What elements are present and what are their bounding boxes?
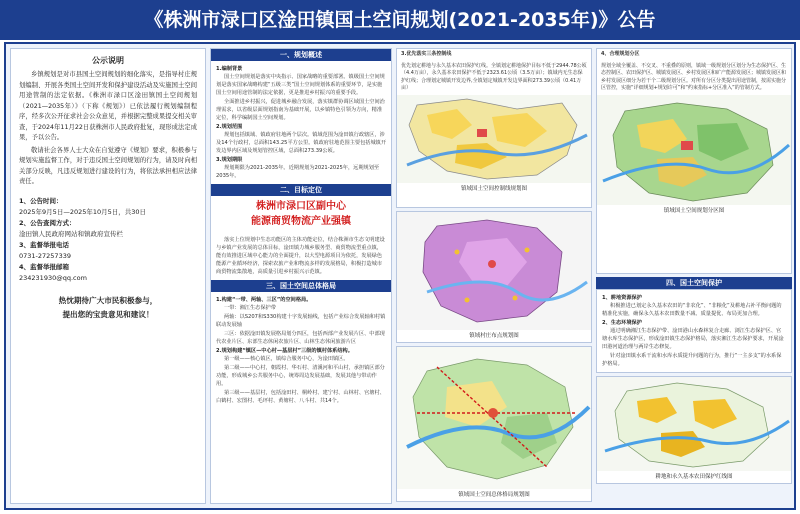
report-phone-label: 3、监督举报电话 <box>19 240 70 249</box>
report-phone-value: 0731-27257339 <box>19 251 71 260</box>
section-goal-heading: 二、目标定位 <box>211 184 391 196</box>
notice-info <box>19 196 197 284</box>
background-paragraph-1: 国土空间规划是落实中央指示、国家战略的重要部署。镇级国土空间规划是落实国家战略构建“五级三类”国土空间规划体系的重要环节，是实施国土空间用途管制的法定依据，更是推进乡村振兴的重要手段。 <box>216 74 385 96</box>
background-paragraph-2: 全面推进乡村振兴，促进城乡融合发展，落实镇群协调区域国土空间治理需求，以省级层面规划指南为基础开展，以乡镇特色引领为方向，精准定位，科学编制国土空间规划。 <box>216 99 385 121</box>
control-line-heading: 3.优先落实三条控制线 <box>401 51 452 57</box>
zoning-protection-panel <box>596 48 792 504</box>
tier-item: 第三级——基层村，包括淦田村、桐岭村、建宁村、山林村、官塘村、白鹤村、宏图村、毛坪村、黄塘村、八斗村、共14个。 <box>216 390 385 404</box>
control-line-map-box <box>396 48 592 208</box>
pattern-item: 三区：依据淦田镇发展格局划分四区，包括西部产业发展片区、中部现代农业片区、东部生态休闲农旅片区、山林生态休闲旅游片区 <box>216 331 385 345</box>
report-email-label: 4、监督举报邮箱 <box>19 262 70 271</box>
farmland-paragraph: 积极推进已划定永久基本农田的“非农化”、“非粮化”及耕地占补平衡问题的精准化实施，确保永久基本农田数量不减、质量提优、布局更加合理。 <box>602 303 782 317</box>
goal-paragraph: 落实上位规划中生态功能区的主体功能定位，结合株洲市生态文明建设与乡镇产业发展的总体目标，淦田镇力城乡服务型、商贸物流型重点镇，能有效推进区域中心能力的全面提升，以大型电源项目为依托，发展绿色能源产业循环经济，探索农旅产业和物流多样的发展格局，积极打造城市商贸物流集散地，高质量引进乡村振兴示范镇。 <box>216 237 385 275</box>
zoning-desc: 规划全域全覆盖、不交叉、不重叠的原则，镇域一级规划分区划分为生态保护区、生态控制区、农田保护区、城镇发展区、乡村发展区和矿产能源发展区；城镇发展区和乡村发展区细分为若干个二级规划分区。对所有分区分类提出用途管制，按需实施分区管控，实施“详细规划+规划许可”和“约束指标+分区准入”的管制方式。 <box>601 62 787 91</box>
section-protection-body <box>596 289 792 373</box>
pattern-subheading-1: 1.构建“一带、两轴、三区”的空间格局。 <box>216 297 312 303</box>
scope-heading: 2.规划范围 <box>216 124 243 130</box>
farmland-heading: 1、耕地资源保护 <box>602 295 642 301</box>
slogan-line-1: 株洲市渌口区副中心 <box>256 201 346 212</box>
section-pattern-heading: 三、国土空间总体格局 <box>211 280 391 292</box>
ecology-paragraph-1: 通过明确湘江生态保护带、淦田港山水森林复合走廊、浏江生态保护区、官塘水库生态保护区，形成淦田镇生态保护格局，落实湘江生态保护要求，开展淦田港河道治理与两岸生态修复。 <box>602 328 784 350</box>
village-layout-map <box>397 212 591 330</box>
notice-paragraph-1: 乡镇规划是对市县国土空间规划的细化落实，是指导村庄规划编制、开展各类国土空间开发和保护建设活动及实施国土空间用途管制的法定依据。《株洲市渌口区淦田镇国土空间规划（2021—2035年）》（下称《规划》）已依法履行规划编制程序，经多次公开征求社会公众意见，并根据完整成果提交相关审查，于2024年11月22日获株洲市人民政府批复，现形成法定成果，予以公告。 <box>19 71 197 141</box>
closing-message <box>19 294 197 322</box>
farmland-map <box>597 377 791 471</box>
background-heading: 1.编制背景 <box>216 66 243 72</box>
zoning-map <box>597 95 791 205</box>
pattern-item: 两轴：以S207和S330构建十字发展轴线，包括产业综合发展轴和村镇联动发展轴 <box>216 314 386 328</box>
notice-heading: 公示说明 <box>92 56 124 65</box>
control-line-map <box>397 95 591 183</box>
slogan-line-2: 能源商贸物流产业强镇 <box>251 216 351 227</box>
spatial-pattern-map <box>397 347 591 489</box>
farmland-map-caption: 耕地和永久基本农田保护红线图 <box>655 474 733 480</box>
farmland-map-box <box>596 376 792 484</box>
scope-paragraph: 规划包括镇域、镇政府驻地两个层次。镇域范围为淦田镇行政辖区，涉及14个行政村，总面积143.25平方公里。镇政府驻地范围主要包括城镇开发边界内区域及规划管控区域，总面积273.39公顷。 <box>216 132 387 154</box>
zoning-map-caption: 镇域国土空间规划分区图 <box>663 207 725 214</box>
section-goal-body <box>211 233 391 280</box>
zoning-map-box <box>596 48 792 274</box>
closing-line-2: 提出您的宝贵意见和建议！ <box>62 309 154 319</box>
period-heading: 3.规划期限 <box>216 157 243 163</box>
notice-panel <box>10 48 206 504</box>
control-line-desc: 优先划定耕地与永久基本农田保护红线。全镇划定耕地保护目标不低于2944.78公顷（4.4万亩），永久基本农田保护不低于2323.61公顷（3.5万亩）；镇域内无生态保护红线；合理划定城镇开发边界,全镇划定城镇开发边界面积273.39公顷（0.41万亩） <box>401 62 587 91</box>
village-layout-map-caption: 镇域村庄布点规划图 <box>469 333 519 339</box>
planning-text-panel <box>210 48 392 504</box>
control-line-map-caption: 镇域国土空间控制线规划图 <box>460 185 527 192</box>
pattern-subheading-2: 2.规划构建“镇区—中心村—基层村”三级的镇村体系结构。 <box>216 348 353 354</box>
section-pattern-body <box>211 292 391 409</box>
section-protection-heading: 四、国土空间保护 <box>596 277 792 289</box>
announce-time-label: 1、公告时间： <box>19 196 63 205</box>
announce-method-value: 淦田镇人民政府网站和镇政府宣传栏 <box>19 229 123 238</box>
goal-slogans <box>211 196 391 233</box>
tier-item: 第一级——核心镇区，镇综合服务中心，为淦田镇区。 <box>224 356 349 362</box>
section-overview-heading: 一、规划概述 <box>211 49 391 61</box>
period-paragraph: 规划期限为2021-2035年。近期规划为2021-2025年，远期规划至2035年。 <box>216 165 380 179</box>
ecology-paragraph-2: 针对淦田镇水系干流和水库水质提升问题的行为，推行“一主多支”的水系保护格局。 <box>602 353 782 367</box>
report-email-value: 234231930@qq.com <box>19 273 87 282</box>
ecology-heading: 2、生态环境保护 <box>602 320 642 326</box>
pattern-item: 一带：湘江生态保护带 <box>224 305 276 311</box>
announce-time-value: 2025年9月5日—2025年10月5日，共30日 <box>19 207 147 216</box>
announce-method-label: 2、公告查阅方式： <box>19 218 76 227</box>
section-overview-body <box>211 61 391 184</box>
village-layout-map-box <box>396 211 592 343</box>
zoning-heading: 4、合理规划分区 <box>601 51 640 57</box>
spatial-pattern-map-caption: 镇域国土空间总体格局规划图 <box>458 492 530 498</box>
page-title: 《株洲市渌口区淦田镇国土空间规划(2021-2035年)》公告 <box>0 0 800 40</box>
maps-panel <box>396 48 592 504</box>
tier-item: 第二级——中心村，朝霞村、华石村、清溪河和平山村，承担镇区部分功能，形成城乡公共服务中心，统筹周边发展基础，发展其他与带动作用。 <box>216 365 385 387</box>
spatial-pattern-map-box <box>396 346 592 502</box>
closing-line-1: 热忱期待广大市民积极参与， <box>58 295 158 305</box>
poster-frame <box>4 42 796 510</box>
notice-paragraph-2: 敬请社会各界人士大众在自觉遵守《规划》要求，积极参与规划实施监督工作，对于违反国土空间规划的行为，请及时向相关部分反映，凡违反规划进行建设的行为，将依法承担相应法律责任。 <box>19 146 197 185</box>
